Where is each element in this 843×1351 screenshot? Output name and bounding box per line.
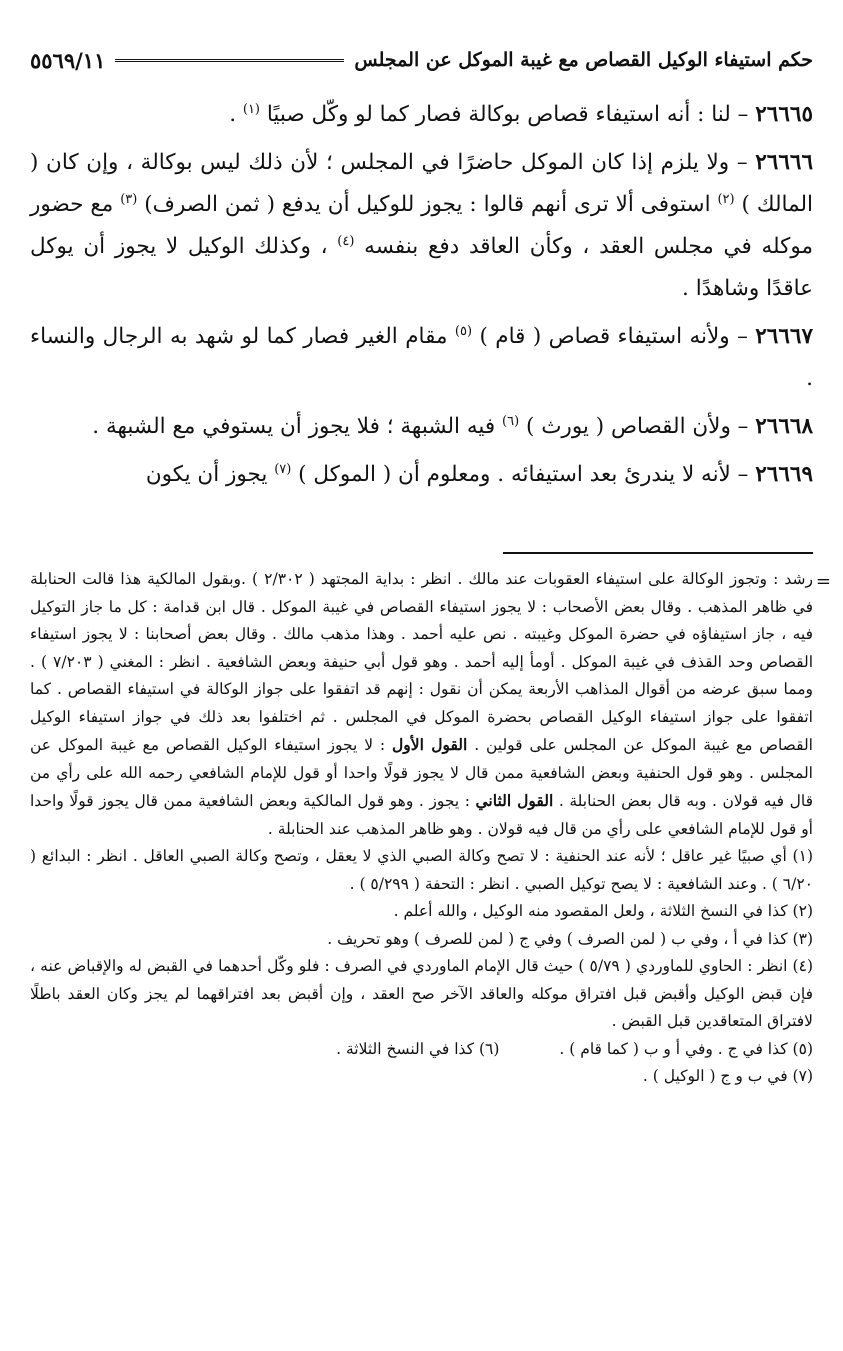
header-rule <box>115 59 344 62</box>
footnote-ref: (٦) <box>502 413 520 429</box>
footnote-text: : لا يجوز استيفاء الوكيل القصاص مع غيبة الموكل عن المجلس . وهو قول الحنفية وبعض الشافعية ممن قال لا يجوز قولًا واحدا أو قول للإمام الشافعي رحمه الله على رأي من قال فيه قولان . وبه قال بعض الحنابلة . <box>30 736 814 810</box>
paragraph <box>30 316 813 400</box>
page-number: ٥٥٦٩/١١ <box>30 47 106 73</box>
footnote-ref: (٢) <box>717 191 735 207</box>
paragraph-text: ، وكذلك الوكيل لا يجوز أن يوكل عاقدًا وشاهدًا . <box>30 234 813 301</box>
footnote-ref: (٧) <box>274 461 292 477</box>
paragraph-text: – ولأن القصاص ( يورث ) <box>519 414 756 439</box>
footnote-3: (٣) كذا في أ ، وفي ب ( لمن الصرف ) وفي ج ( لمن للصرف ) وهو تحريف . <box>327 929 813 948</box>
paragraph-text: – ولأنه استيفاء قصاص ( قام ) <box>472 324 756 349</box>
paragraph-text: – لأنه لا يندرئ بعد استيفائه . ومعلوم أن ( الموكل ) <box>291 462 756 487</box>
paragraph-text: مع حضور موكله في مجلس العقد ، وكأن العاقد دفع بنفسه <box>30 192 813 259</box>
main-text <box>30 94 813 502</box>
paragraph <box>30 406 813 448</box>
paragraph <box>30 454 813 496</box>
footnotes <box>30 566 831 1091</box>
paragraph-number: ٢٦٦٦٨ <box>755 414 813 439</box>
footnote-5: (٥) كذا في ج . وفي أ و ب ( كما قام ) . <box>559 1039 813 1058</box>
footnote-1: (١) أي صبيًا غير عاقل ؛ لأنه عند الحنفية : لا تصح وكالة الصبي الذي لا يعقل ، وتصح وكالة الصبي العاقل . انظر : البدائع ( ٦/٢٠ ) . وعند الشافعية : لا يصح توكيل الصبي . انظر : التحفة ( ٥/٢٩٩ ) . <box>30 847 813 893</box>
footnote-ref: (٣) <box>120 191 138 207</box>
paragraph-number: ٢٦٦٦٧ <box>755 324 813 349</box>
paragraph-text: – ولا يلزم إذا كان الموكل حاضرًا في المجلس ؛ لأن ذلك ليس بوكالة ، وإن كان ( المالك ) <box>30 150 813 217</box>
footnote-ref: (١) <box>242 101 260 117</box>
footnote-text: : يجوز . وهو قول المالكية وبعض الشافعية ممن قال يجوز قولًا واحدا أو قول للإمام الشافعي على رأي من قال فيه قولان . وهو ظاهر المذهب عند الحنابلة . <box>30 792 813 838</box>
continuation-mark: = <box>815 571 831 592</box>
paragraph-number: ٢٦٦٦٦ <box>755 150 813 175</box>
paragraph-number: ٢٦٦٦٥ <box>755 102 813 127</box>
footnote-ref: (٤) <box>337 233 355 249</box>
footnote-2: (٢) كذا في النسخ الثلاثة ، ولعل المقصود منه الوكيل ، والله أعلم . <box>393 902 813 920</box>
paragraph <box>30 142 813 310</box>
paragraph-text: مقام الغير فصار كما لو شهد به الرجال والنساء . <box>30 324 813 391</box>
footnote-row <box>30 1036 813 1064</box>
paragraph-text: فيه الشبهة ؛ فلا يجوز أن يستوفي مع الشبهة . <box>92 414 502 439</box>
paragraph-text: – لنا : أنه استيفاء قصاص بوكالة فصار كما لو وكّل صبيًا <box>260 102 756 127</box>
paragraph-number: ٢٦٦٦٩ <box>755 462 813 487</box>
paragraph-text: يجوز أن يكون <box>145 462 275 487</box>
paragraph-text: . <box>229 102 243 127</box>
footnote-continuation <box>30 566 831 843</box>
paragraph <box>30 94 813 136</box>
footnote-6: (٦) كذا في النسخ الثلاثة . <box>336 1039 500 1058</box>
footnote-text: رشد : وتجوز الوكالة على استيفاء العقوبات عند مالك . انظر : بداية المجتهد ( ٢/٣٠٢ ) .وبقول المالكية هذا قالت الحنابلة في ظاهر المذهب . وقال بعض الأصحاب : لا يجوز استيفاء القصاص في غيبة الموكل . قال ابن قدامة : كل ما جاز التوكيل فيه ، جاز استيفاؤه في حضرة الموكل وغيبته . نص عليه أحمد . وهذا مذهب مالك . وقال بعض أصحابنا : لا يجوز استيفاء القصاص وحد القذف في غيبة الموكل . أومأ إليه أحمد . وهو قول أبي حنيفة وبعض الشافعية . انظر : المغني ( ٧/٢٠٣ ) . ومما سبق عرضه من أقوال المذاهب الأربعة يمكن أن نقول : إنهم قد اتفقوا على جواز الوكالة في استيفاء القصاص . كما اتفقوا على جواز استيفاء الوكيل القصاص بحضرة الموكل في المجلس . ثم اختلفوا بعد ذلك في جواز استيفاء الوكيل القصاص مع غيبة الموكل عن المجلس على قولين . <box>30 570 814 754</box>
running-header <box>30 40 813 80</box>
paragraph-text: استوفى ألا ترى أنهم قالوا : يجوز للوكيل أن يدفع ( ثمن الصرف) <box>137 192 718 217</box>
header-title: حكم استيفاء الوكيل القصاص مع غيبة الموكل عن المجلس <box>354 49 813 71</box>
footnote-heading: القول الثاني <box>475 791 554 810</box>
footnote-separator <box>503 552 813 554</box>
footnote-ref: (٥) <box>454 323 473 339</box>
footnote-7: (٧) في ب و ج ( الوكيل ) . <box>642 1067 813 1085</box>
footnote-4: (٤) انظر : الحاوي للماوردي ( ٥/٧٩ ) حيث قال الإمام الماوردي في الصرف : فلو وكّل أحدهما في القبض له والإقباض عنه ، فإن قبض الوكيل وأقبض قبل افتراق موكله والعاقد الآخر صح العقد ، وإن أقبض بعد افتراقهما لم يجز وكان العقد باطلًا لافتراق المتعاقدين قبل القبض . <box>30 957 813 1030</box>
footnote-heading: القول الأول <box>391 735 468 754</box>
